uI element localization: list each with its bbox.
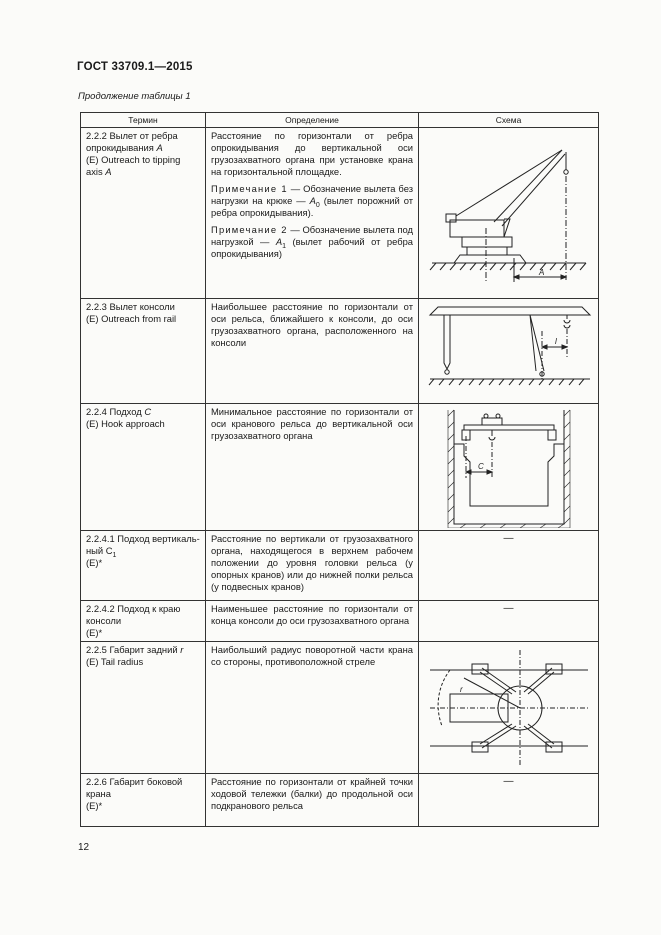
scheme-dash: — <box>503 533 514 544</box>
scheme-cell <box>419 774 599 827</box>
scheme-label: A <box>539 268 545 277</box>
term-cell <box>81 774 206 827</box>
definition-cell <box>206 299 419 404</box>
table-row <box>81 128 599 299</box>
term-english: (E)* <box>86 627 103 638</box>
scheme-cell <box>419 531 599 601</box>
note-text: — Обозначение вылета под нагрузкой — <box>211 224 413 247</box>
note-label: Примечание 2 <box>211 224 288 235</box>
table-row <box>81 404 599 531</box>
definition-cell <box>206 404 419 531</box>
term-english-cont: axis <box>86 166 103 177</box>
term-cell <box>81 128 206 299</box>
note-text: — Обозначение вылета без нагрузки на крюке — <box>211 183 414 206</box>
terms-table <box>80 112 599 827</box>
table-row <box>81 601 599 642</box>
note-subscript: 1 <box>282 242 287 250</box>
note-symbol: A <box>275 236 283 247</box>
table-continuation-caption: Продолжение таблицы 1 <box>78 91 191 102</box>
crane-outreach-diagram <box>424 130 594 296</box>
definition-text: Расстояние по горизонтали от крайней точки ходовой тележки (балки) до продольной оси подкранового рельса <box>211 776 413 811</box>
definition-cell <box>206 774 419 827</box>
cantilever-outreach-diagram <box>424 301 594 401</box>
note-symbol: A <box>309 195 316 206</box>
term-cell <box>81 404 206 531</box>
term-english-symbol: A <box>105 166 112 177</box>
hook-approach-diagram <box>424 406 594 528</box>
note-label: Примечание 1 <box>211 183 288 194</box>
term-subscript: 1 <box>112 551 117 559</box>
term-title: 2.2.4 Подход <box>86 406 142 417</box>
definition-text: Минимальное расстояние по горизонтали от оси кранового рельса до вертикальной оси грузозахватного органа <box>211 406 413 441</box>
term-symbol: C <box>144 406 152 417</box>
scheme-cell <box>419 299 599 404</box>
page-number: 12 <box>78 842 90 853</box>
note-1 <box>211 183 413 219</box>
term-symbol: r <box>180 644 184 655</box>
document-title: ГОСТ 33709.1—2015 <box>77 61 193 73</box>
table-row <box>81 642 599 774</box>
definition-cell <box>206 642 419 774</box>
definition-text: Наименьшее расстояние по горизонтали от конца консоли до оси грузозахватного органа <box>211 603 413 626</box>
definition-cell <box>206 128 419 299</box>
term-english: (E) Tail radius <box>86 656 144 667</box>
scheme-cell <box>419 404 599 531</box>
column-header-term: Термин <box>81 113 206 128</box>
term-title: 2.2.4.2 Подход к краю <box>86 603 181 614</box>
scheme-cell <box>419 642 599 774</box>
note-2 <box>211 224 413 260</box>
table-row <box>81 531 599 601</box>
definition-text: Расстояние по вертикали от грузозахватного органа, находящегося в верхнем рабочем положении до уровня головки рельса (у опорных кранов) или до нижней полки рельса (у подвесных кранов) <box>211 533 413 592</box>
term-title-cont: крана <box>86 788 111 799</box>
definition-cell <box>206 601 419 642</box>
definition-text: Наибольшее расстояние по горизонтали от оси рельса, ближайшего к консоли, до оси грузозахватного органа, расположенного на консоли <box>211 301 413 348</box>
scheme-cell <box>419 128 599 299</box>
term-english: (E)* <box>86 800 103 811</box>
term-cell <box>81 531 206 601</box>
scheme-cell <box>419 601 599 642</box>
term-title: 2.2.5 Габарит задний <box>86 644 178 655</box>
term-title: 2.2.3 Вылет консоли <box>86 301 175 312</box>
column-header-definition: Определение <box>206 113 419 128</box>
note-text-end: (вылет порожний от ребра опрокидывания). <box>211 195 413 218</box>
scheme-label: l <box>555 337 557 346</box>
term-cell <box>81 601 206 642</box>
column-header-scheme: Схема <box>419 113 599 128</box>
term-symbol: A <box>156 142 163 153</box>
term-cell <box>81 299 206 404</box>
term-title-cont: консоли <box>86 615 122 626</box>
term-cell <box>81 642 206 774</box>
table-row <box>81 299 599 404</box>
term-title: 2.2.4.1 Подход вертикаль- <box>86 533 200 544</box>
scheme-label: C <box>478 462 484 471</box>
term-english: (E) Hook approach <box>86 418 165 429</box>
tail-radius-diagram <box>424 644 594 770</box>
term-title-cont: опрокидывания <box>86 142 154 153</box>
term-title: 2.2.6 Габарит боковой <box>86 776 183 787</box>
definition-text: Расстояние по горизонтали от ребра опрокидывания до вертикальной оси грузозахватного органа при установке крана на горизонтальной площадке. <box>211 130 413 177</box>
table-header-row <box>81 113 599 128</box>
term-title-cont: ный C <box>86 545 113 556</box>
table-row <box>81 774 599 827</box>
definition-cell <box>206 531 419 601</box>
scheme-dash: — <box>503 776 514 787</box>
scheme-dash: — <box>503 603 514 614</box>
note-text-end: (вылет рабочий от ребра опрокидывания) <box>211 236 413 259</box>
scheme-label: r <box>460 685 463 694</box>
term-english: (E)* <box>86 557 103 568</box>
definition-text: Наибольший радиус поворотной части крана со стороны, противоположной стреле <box>211 644 413 667</box>
term-english: (E) Outreach from rail <box>86 313 177 324</box>
note-subscript: 0 <box>315 201 320 209</box>
term-title: 2.2.2 Вылет от ребра <box>86 130 178 141</box>
term-english: (E) Outreach to tipping <box>86 154 181 165</box>
